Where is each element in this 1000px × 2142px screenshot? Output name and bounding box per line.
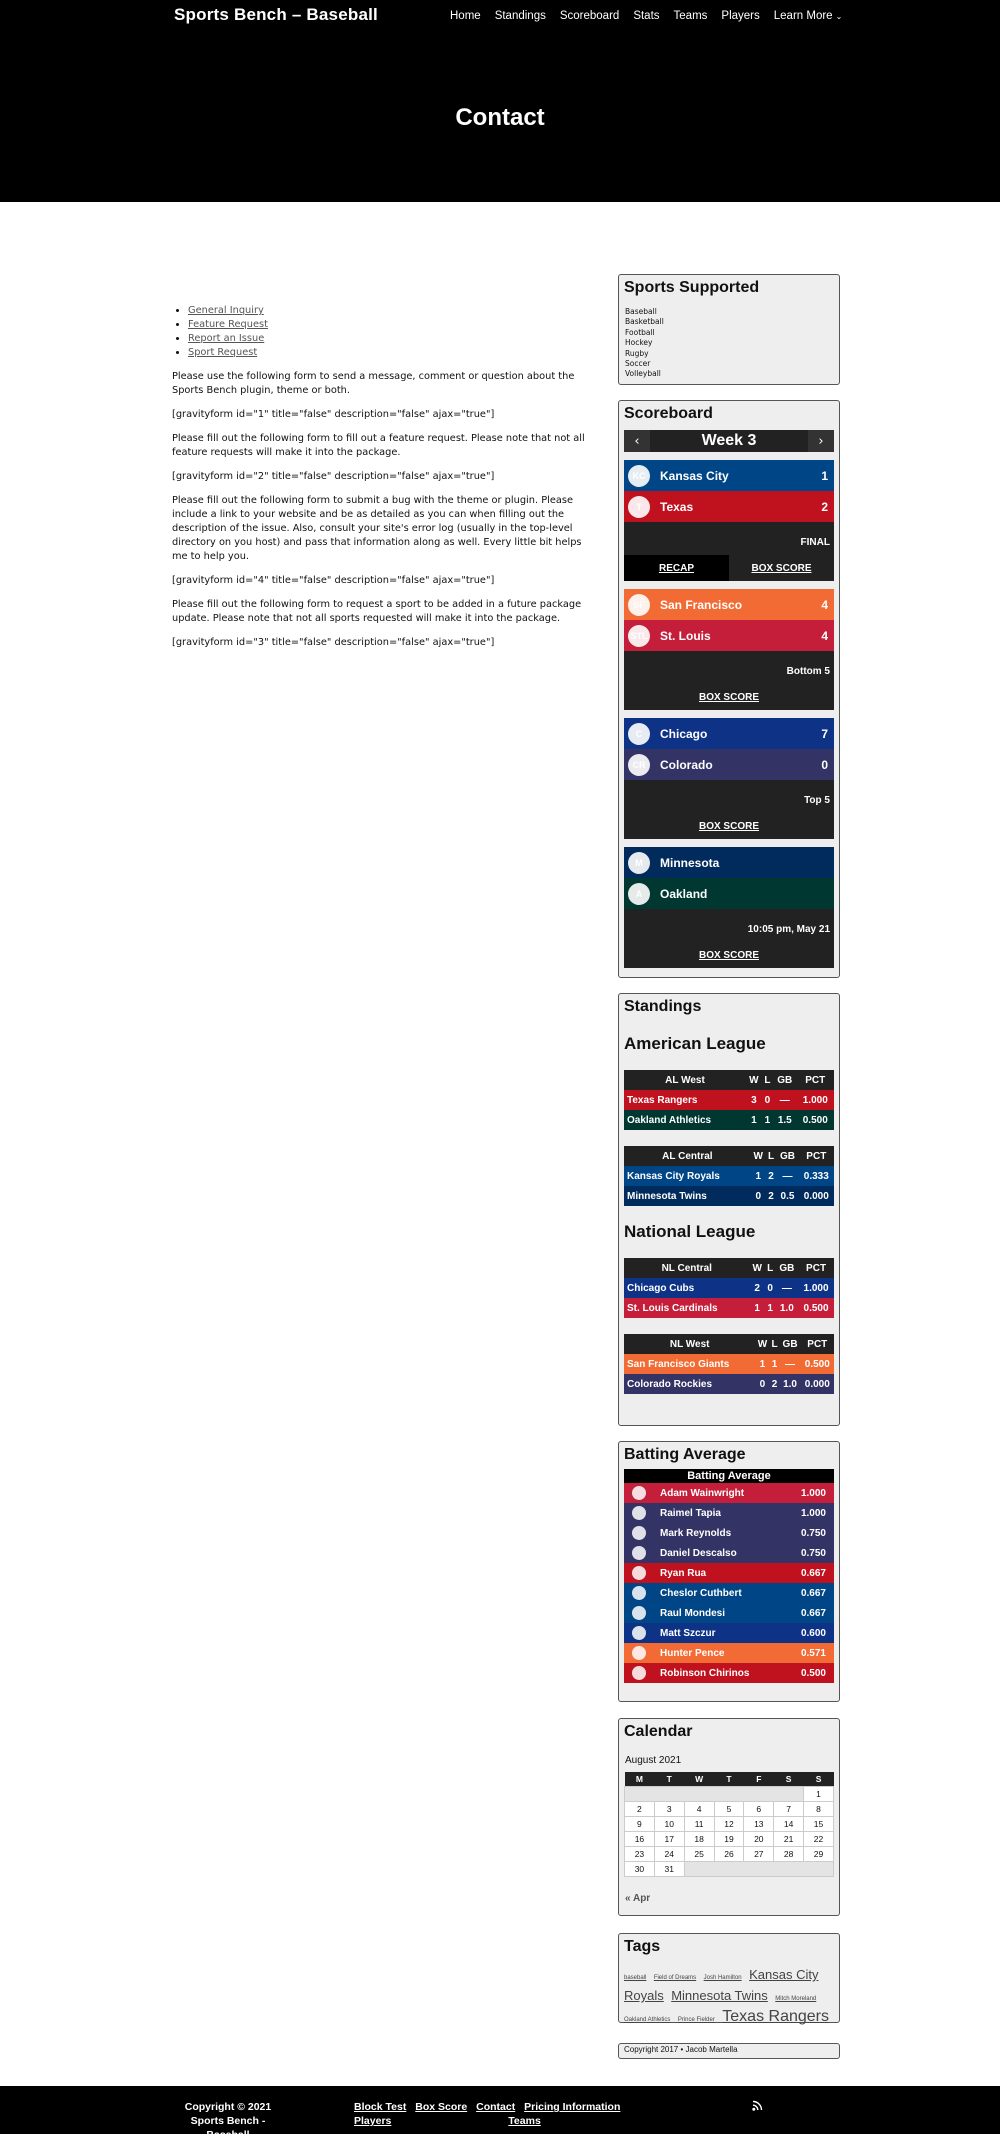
calendar-day: 26 [714,1846,744,1861]
games-back: — [779,1094,790,1106]
box-score-link[interactable]: BOX SCORE [698,820,759,832]
batting-average: 0.667 [800,1607,826,1619]
game-footer [624,522,834,581]
wins: 2 [754,1282,760,1294]
nav-teams[interactable]: Teams [673,10,708,22]
batting-average: 1.000 [800,1487,826,1499]
player-name: Mark Reynolds [660,1527,732,1539]
team-logo-icon: CR [628,754,650,776]
sport-item: Baseball [625,307,657,316]
shortcode-text: [gravityform id="4" title="false" description="false" ajax="true"] [172,575,495,586]
team-name: Chicago [660,726,708,741]
tag-link[interactable]: Prince Fielder [677,2017,715,2023]
tag-link[interactable]: baseball [624,1975,647,1981]
team-name: Texas [660,499,694,514]
player-row[interactable] [624,1483,834,1503]
col-gb: GB [773,1070,797,1090]
footer-link-box-score[interactable]: Box Score [415,2101,468,2113]
weekday-header: F [744,1772,774,1786]
sports-list [619,297,839,386]
calendar-day: 5 [714,1801,744,1816]
wins: 1 [751,1114,757,1126]
games-back: 1.0 [779,1302,794,1314]
calendar-day: 24 [654,1846,684,1861]
batting-average: 0.667 [800,1587,826,1599]
calendar-day: 8 [804,1801,834,1816]
contact-links [172,304,600,360]
table-row[interactable] [624,1110,834,1130]
team-name: Colorado Rockies [627,1378,713,1390]
widget-title: Tags [624,1938,661,1955]
calendar-day: 15 [804,1816,834,1831]
player-name: Hunter Pence [660,1647,725,1659]
nav-stats[interactable]: Stats [633,10,660,22]
team-logo-icon [632,1666,646,1680]
team-name: Colorado [660,757,713,772]
away-team-row [624,847,834,878]
games-back: 1.5 [777,1114,792,1126]
tag-link[interactable]: Josh Hamilton [703,1975,742,1981]
team-logo-icon [632,1626,646,1640]
col-pct: PCT [797,1070,834,1090]
league-title: American League [624,1034,766,1053]
week-selector [624,430,834,452]
pct: 0.500 [804,1358,830,1370]
division-name: NL West [624,1334,755,1354]
player-name: Robinson Chirinos [660,1667,750,1679]
game-footer [624,909,834,968]
team-name: St. Louis Cardinals [627,1302,718,1314]
calendar-table [624,1772,834,1877]
col-w: W [751,1146,766,1166]
team-logo-icon: M [628,852,650,874]
widget-title: Batting Average [624,1446,746,1463]
footer-link-contact[interactable]: Contact [476,2101,516,2113]
calendar-day: 16 [625,1831,655,1846]
main-nav [450,10,842,22]
shortcode-text: [gravityform id="3" title="false" description="false" ajax="true"] [172,637,495,648]
sport-item: Soccer [625,359,651,369]
wins: 1 [754,1302,760,1314]
player-name: Adam Wainwright [660,1487,745,1499]
tags-widget [618,1933,840,2023]
team-logo-icon [632,1606,646,1620]
team-name: St. Louis [660,628,711,643]
pct: 0.000 [803,1190,829,1202]
player-row[interactable] [624,1603,834,1623]
col-l: L [765,1258,776,1278]
player-row[interactable] [624,1583,834,1603]
col-l: L [762,1070,773,1090]
calendar-day: 14 [774,1816,804,1831]
sport-item: Hockey [625,338,653,348]
home-team-row [624,620,834,651]
site-footer [0,2086,1000,2141]
widget-title: Scoreboard [624,405,713,422]
player-name: Daniel Descalso [660,1547,737,1559]
batting-average: 0.500 [800,1667,826,1679]
games-back: — [785,1358,796,1370]
home-team-row [624,491,834,522]
team-logo-icon: STL [628,625,650,647]
division-name: AL Central [624,1146,751,1166]
sport-item: Basketball [625,317,664,327]
pct: 0.500 [802,1114,828,1126]
calendar-day: 29 [804,1846,834,1861]
chevron-down-icon: ⌄ [835,12,843,21]
tag-link[interactable]: Oakland Athletics [624,2017,671,2023]
calendar-day: 18 [684,1831,714,1846]
calendar-day: 7 [774,1801,804,1816]
calendar-day: 31 [654,1861,684,1876]
calendar-day: 25 [684,1846,714,1861]
tag-cloud [619,1956,839,2035]
table-row[interactable] [624,1374,834,1394]
games-back: — [781,1282,792,1294]
link-report-issue[interactable]: Report an Issue [188,333,265,344]
weekday-header: W [684,1772,714,1786]
col-gb: GB [776,1258,799,1278]
col-w: W [746,1070,762,1090]
player-row[interactable] [624,1643,834,1663]
player-name: Raul Mondesi [660,1607,726,1619]
away-team-row [624,718,834,749]
calendar-day: 30 [625,1861,655,1876]
shortcode-text: [gravityform id="1" title="false" description="false" ajax="true"] [172,409,495,420]
list-item [188,318,600,332]
team-logo-icon [632,1546,646,1560]
calendar-day: 19 [714,1831,744,1846]
tag-link[interactable]: Texas Rangers [722,2008,829,2025]
game-footer [624,780,834,839]
col-gb: GB [780,1334,801,1354]
footer-link-pricing[interactable]: Pricing Information [524,2101,621,2113]
game-links [624,555,834,581]
pct: 1.000 [803,1282,829,1294]
recap-link[interactable]: RECAP [624,555,729,581]
team-logo-icon [632,1486,646,1500]
footer-links [354,2100,654,2128]
calendar-day: 4 [684,1801,714,1816]
nav-learn-more[interactable] [774,10,843,22]
home-team-row [624,749,834,780]
rss-icon[interactable] [752,2100,763,2114]
link-general-inquiry[interactable]: General Inquiry [188,305,264,316]
table-row[interactable] [624,1298,834,1318]
game-links [624,942,834,968]
calendar-month: August 2021 [625,1755,682,1766]
col-l: L [770,1334,780,1354]
team-logo-icon [632,1586,646,1600]
list-item [188,346,600,360]
division-table [624,1258,834,1318]
team-score: 4 [821,597,828,612]
batting-average-widget [618,1441,840,1702]
game-status: Bottom 5 [786,666,830,677]
team-name: Oakland [660,886,708,901]
table-row[interactable] [624,1186,834,1206]
col-pct: PCT [798,1258,834,1278]
calendar-day: 23 [625,1846,655,1861]
copyright-widget-text: Copyright 2017 • Jacob Martella [624,2045,738,2054]
batting-average: 0.750 [800,1547,826,1559]
chevron-right-icon[interactable]: › [808,430,834,452]
team-name: Oakland Athletics [627,1114,712,1126]
wins: 1 [759,1358,766,1370]
nav-learn-more-label: Learn More [773,10,833,22]
division-table [624,1070,834,1130]
calendar-day: 11 [684,1816,714,1831]
tag-link[interactable]: Field of Dreams [653,1975,697,1981]
wins: 0 [759,1378,766,1390]
col-pct: PCT [801,1334,834,1354]
shortcode-text: [gravityform id="2" title="false" description="false" ajax="true"] [172,471,495,482]
player-name: Matt Szczur [660,1627,716,1639]
team-logo-icon: C [628,723,650,745]
calendar-day: 27 [744,1846,774,1861]
team-name: San Francisco [660,597,743,612]
calendar-day: 12 [714,1816,744,1831]
player-row[interactable] [624,1503,834,1523]
list-item [188,304,600,318]
team-score: 4 [821,628,828,643]
losses: 1 [767,1302,773,1314]
losses: 0 [767,1282,773,1294]
game-card [624,589,834,710]
wins: 0 [755,1190,762,1202]
batting-average: 1.000 [800,1507,826,1519]
col-pct: PCT [799,1146,834,1166]
standings-widget [618,993,840,1426]
player-name: Raimel Tapia [660,1507,721,1519]
losses: 2 [768,1170,774,1182]
batting-average: 0.750 [800,1527,826,1539]
scoreboard-widget [618,400,840,978]
link-feature-request[interactable]: Feature Request [188,319,268,330]
team-score: 2 [821,499,828,514]
team-logo-icon [632,1646,646,1660]
team-name: San Francisco Giants [627,1358,730,1370]
footer-link-block-test[interactable]: Block Test [354,2101,407,2113]
league-title: National League [624,1222,756,1241]
calendar-day: 10 [654,1816,684,1831]
calendar-pad [625,1786,804,1801]
division-table [624,1334,834,1394]
team-logo-icon [632,1526,646,1540]
tag-link[interactable]: Kansas City Royals [624,1967,819,2003]
game-card [624,718,834,839]
widget-title: Standings [624,998,702,1015]
sports-supported-widget [618,274,840,385]
chevron-left-icon[interactable]: ‹ [624,430,650,452]
col-l: L [766,1146,777,1166]
nav-players[interactable]: Players [721,10,760,22]
team-logo-icon: T [628,496,650,518]
home-team-row [624,878,834,909]
game-links [624,813,834,839]
nav-home[interactable]: Home [450,10,481,22]
footer-copyright: Copyright © 2021 Sports Bench - Baseball [184,2101,272,2141]
widget-title: Sports Supported [624,279,760,296]
batting-table-title: Batting Average [624,1469,834,1483]
team-logo-icon: A [628,883,650,905]
losses: 0 [764,1094,771,1106]
list-item [188,332,600,346]
sport-item: Volleyball [625,369,661,379]
calendar-day: 21 [774,1831,804,1846]
table-row[interactable] [624,1166,834,1186]
pct: 0.333 [803,1170,829,1182]
table-row[interactable] [624,1090,834,1110]
widget-title: Calendar [624,1723,693,1740]
box-score-link[interactable]: BOX SCORE [751,562,812,574]
game-footer [624,651,834,710]
weekday-header: T [654,1772,684,1786]
col-gb: GB [776,1146,798,1166]
sport-item: Football [625,327,655,337]
wins: 1 [755,1170,762,1182]
player-row[interactable] [624,1543,834,1563]
week-label: Week 3 [701,432,757,449]
calendar-day: 9 [625,1816,655,1831]
nav-standings[interactable]: Standings [494,10,546,22]
tag-link[interactable]: Mitch Moreland [775,1996,817,2002]
weekday-header: T [714,1772,744,1786]
team-logo-icon: KC [628,465,650,487]
link-sport-request[interactable]: Sport Request [188,347,258,358]
games-back: 0.5 [780,1190,795,1202]
player-row[interactable] [624,1623,834,1643]
calendar-day: 1 [804,1786,834,1801]
table-row[interactable] [624,1354,834,1374]
tag-link[interactable]: Minnesota Twins [671,1988,768,2003]
team-logo-icon [632,1506,646,1520]
team-score: 1 [821,468,828,483]
weekday-header: M [625,1772,655,1786]
calendar-day: 2 [625,1801,655,1816]
footer-link-teams[interactable]: Teams [508,2115,541,2127]
footer-link-players[interactable]: Players [354,2115,392,2127]
team-logo-icon [632,1566,646,1580]
team-name: Kansas City [660,468,729,483]
player-row[interactable] [624,1523,834,1543]
calendar-day: 6 [744,1801,774,1816]
nav-scoreboard[interactable]: Scoreboard [559,10,620,22]
paragraph: Please fill out the following form to fill out a feature request. Please note that not all feature requests will make it into the package. [172,433,585,458]
box-score-link[interactable]: BOX SCORE [698,949,759,961]
game-links [624,684,834,710]
col-w: W [755,1334,769,1354]
calendar-prev-link[interactable]: « Apr [625,1892,651,1904]
player-name: Cheslor Cuthbert [660,1587,742,1599]
paragraph: Please fill out the following form to request a sport to be added in a future package update. Please note that not all sports requested will make it into the package. [172,599,582,624]
batting-average: 0.667 [800,1567,826,1579]
division-name: AL West [624,1070,746,1090]
division-table [624,1146,834,1206]
team-name: Minnesota [660,855,720,870]
team-logo-icon: SF [628,594,650,616]
pct: 1.000 [802,1094,828,1106]
calendar-day: 13 [744,1816,774,1831]
away-team-row [624,589,834,620]
hero-header [0,0,1000,202]
player-row[interactable] [624,1663,834,1683]
game-status: 10:05 pm, May 21 [747,924,830,935]
paragraph: Please use the following form to send a message, comment or question about the Sports Bench plugin, theme or both. [172,371,575,396]
pct: 0.500 [803,1302,829,1314]
player-name: Ryan Rua [660,1567,707,1579]
paragraph: Please fill out the following form to submit a bug with the theme or plugin. Please include a link to your website and be as detailed as you can when filling out the description of the issue. Also, consult your site's error log (usually in the top-level directory on you host) and pass that information along as well. Every little bit helps me to help you. [172,495,582,562]
losses: 1 [764,1114,771,1126]
games-back: 1.0 [783,1378,797,1390]
team-score: 0 [821,757,828,772]
player-row[interactable] [624,1563,834,1583]
col-w: W [750,1258,765,1278]
table-row[interactable] [624,1278,834,1298]
calendar-day: 20 [744,1831,774,1846]
weekday-header: S [804,1772,834,1786]
copyright-widget [618,2043,840,2059]
losses: 2 [768,1190,774,1202]
sport-item: Rugby [625,348,649,358]
games-back: — [782,1170,793,1182]
team-name: Texas Rangers [627,1094,698,1106]
batting-average: 0.600 [800,1627,826,1639]
game-status: FINAL [800,537,830,548]
calendar-day: 17 [654,1831,684,1846]
team-name: Chicago Cubs [627,1282,695,1294]
pct: 0.000 [804,1378,830,1390]
page-title: Contact [455,104,545,131]
game-card [624,847,834,968]
team-name: Minnesota Twins [627,1190,707,1202]
calendar-day: 28 [774,1846,804,1861]
calendar-day: 22 [804,1831,834,1846]
box-score-link[interactable]: BOX SCORE [698,691,759,703]
site-title[interactable]: Sports Bench – Baseball [174,5,378,24]
away-team-row [624,460,834,491]
batting-average: 0.571 [800,1647,826,1659]
losses: 2 [771,1378,778,1390]
game-card [624,460,834,581]
calendar-pad [684,1861,833,1876]
main-content [172,304,600,660]
game-status: Top 5 [804,795,830,806]
wins: 3 [751,1094,757,1106]
losses: 1 [771,1358,778,1370]
calendar-widget [618,1718,840,1916]
weekday-header: S [774,1772,804,1786]
division-name: NL Central [624,1258,750,1278]
team-score: 7 [821,726,828,741]
calendar-day: 3 [654,1801,684,1816]
team-name: Kansas City Royals [627,1170,720,1182]
